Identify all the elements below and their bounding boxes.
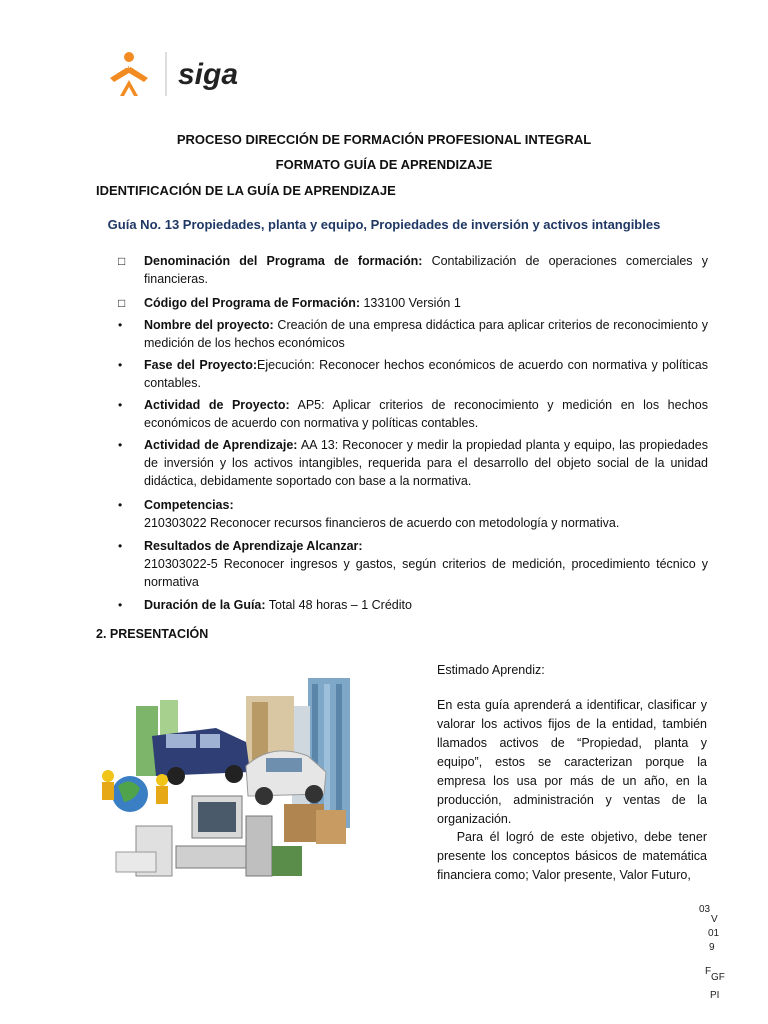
dot-bullet-icon: • (118, 358, 123, 372)
list-item: • Nombre del proyecto: Creación de una empresa didáctica para aplicar criterios de reconocimiento y medición de los hechos económicos (118, 318, 708, 350)
footer-code: F (705, 966, 712, 977)
format-title: FORMATO GUÍA DE APRENDIZAJE (275, 157, 493, 172)
svg-text:siga: siga (178, 58, 239, 91)
dot-bullet-icon: • (118, 318, 123, 332)
list-item: • Fase del Proyecto:Ejecución: Reconocer hechos económicos de acuerdo con normativa y políticas contables. (118, 358, 708, 390)
list-item: • Actividad de Proyecto: AP5: Aplicar criterios de reconocimiento y medición en los hechos económicos de acuerdo con normativa y políticas contables. (118, 398, 708, 430)
footer-code: 01 (708, 928, 720, 939)
dot-bullet-icon: • (118, 598, 123, 612)
checkbox-bullet-icon: □ (118, 254, 126, 268)
guide-title: Guía No. 13 Propiedades, planta y equipo, Propiedades de inversión y activos intangibles (107, 217, 661, 232)
list-item: • Actividad de Aprendizaje: AA 13: Reconocer y medir la propiedad planta y equipo, las propiedades de inversión y los activos intangibles, requerida para el desarrollo del objeto social de la unidad didáctica, debidamente soportado con base a la normativa. (118, 438, 708, 488)
assets-illustration-image (96, 676, 354, 888)
process-title: PROCESO DIRECCIÓN DE FORMACIÓN PROFESIONAL INTEGRAL (176, 132, 592, 147)
svg-text:SENA: SENA (117, 61, 141, 70)
presentation-paragraph-2: Para él logró de este objetivo, debe tener presente los conceptos básicos de matemática financiera como; Valor presente, Valor Futuro, (437, 830, 711, 882)
list-item: • Duración de la Guía: Total 48 horas – 1 Crédito (118, 598, 412, 612)
footer-code: 03 (699, 904, 711, 915)
list-item: □ Denominación del Programa de formación: Contabilización de operaciones comerciales y financieras. (118, 254, 708, 286)
footer-code: PI (710, 990, 720, 1001)
dot-bullet-icon: • (118, 398, 123, 412)
footer-code: V (711, 914, 718, 925)
presentation-paragraph-1: En esta guía aprenderá a identificar, clasificar y valorar los activos fijos de la entidad, también llamados activos de “Propiedad, planta y equipo”, estos se caracterizan porque la empresa los usa por más de un año, en la producción, administración y ventas de la organización. (437, 698, 707, 826)
dot-bullet-icon: • (118, 438, 123, 452)
list-item: □ Código del Programa de Formación: 133100 Versión 1 (118, 296, 461, 310)
footer-code: GF (711, 972, 725, 983)
greeting-text: Estimado Aprendiz: (437, 663, 545, 677)
dot-bullet-icon: • (118, 539, 123, 553)
identification-heading: IDENTIFICACIÓN DE LA GUÍA DE APRENDIZAJE (96, 183, 396, 198)
sena-siga-logo (104, 48, 264, 100)
checkbox-bullet-icon: □ (118, 296, 126, 310)
sena-logo-icon (108, 52, 150, 96)
presentation-heading: 2. PRESENTACIÓN (96, 627, 209, 641)
list-item: • Resultados de Aprendizaje Alcanzar: 210303022-5 Reconocer ingresos y gastos, según criterios de medición, procedimiento técnico y normativa (118, 539, 708, 589)
list-item: • Competencias: 210303022 Reconocer recursos financieros de acuerdo con metodología y normativa. (118, 498, 620, 530)
dot-bullet-icon: • (118, 498, 123, 512)
footer-code: 9 (709, 942, 715, 953)
